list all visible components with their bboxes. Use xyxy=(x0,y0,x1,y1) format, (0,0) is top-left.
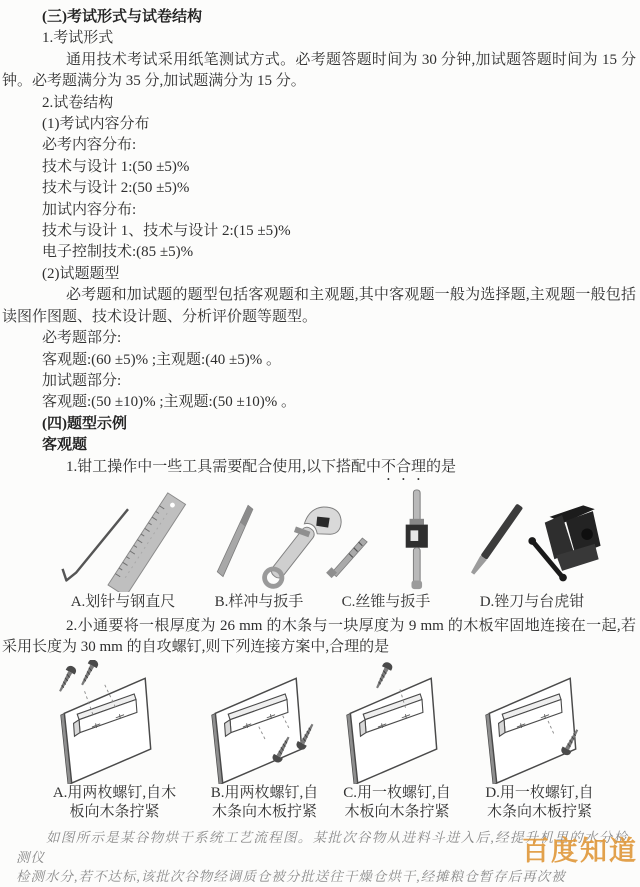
sub-1-heading: (1)考试内容分布 xyxy=(42,116,150,133)
q2-option-d-line2: 木条向木板拧紧 xyxy=(486,804,592,821)
baidu-zhidao-watermark: 百度知道 xyxy=(522,836,638,866)
q2-option-c-label xyxy=(332,784,462,822)
question-types-paragraph: 必考题和加试题的题型包括客观题和主观题,其中客观题一般为选择题,主观题一般包括读图作图题、技术设计题、分析评价题等题型。 xyxy=(2,287,636,325)
one-screw-from-board-diagram xyxy=(332,660,470,784)
q3-partial-line-2: 检测水分,若不达标,该批次谷物经调质仓被分批送往干燥仓烘干,经摊粮仓暂存后再次被 xyxy=(16,869,566,885)
sub-2-heading: (2)试题题型 xyxy=(42,265,120,282)
scriber-and-steel-ruler-image xyxy=(51,488,195,592)
q2-option-b-line2: 木条向木板拧紧 xyxy=(211,804,317,821)
exam-format-paragraph: 通用技术考试采用纸笔测试方式。必考题答题时间为 30 分钟,加试题答题时间为 15 分钟。必考题满分为 35 分,加试题满分为 15 分。 xyxy=(2,51,636,90)
q1-option-d-label: D.锉刀与台虎钳 xyxy=(479,593,585,610)
q2-option-c-line1: C.用一枚螺钉,自 xyxy=(343,785,451,802)
q1-option-a-label: A.划针与钢直尺 xyxy=(70,593,176,610)
q1-option-c-label: C.丝锥与扳手 xyxy=(341,593,431,610)
addtest-dist-label: 加试内容分布: xyxy=(42,201,137,218)
q2-option-b-label xyxy=(197,784,332,822)
section-4-heading: (四)题型示例 xyxy=(42,415,127,432)
two-screws-from-board-diagram xyxy=(46,660,184,784)
q2-option-c xyxy=(332,660,462,822)
q2-option-c-line2: 木板向木条拧紧 xyxy=(344,804,450,821)
addtest-dist-line-2: 电子控制技术:(85 ±5)% xyxy=(42,244,194,261)
q2-option-a-line2: 板向木条拧紧 xyxy=(69,804,160,821)
question-2-stem: 2.小通要将一根厚度为 26 mm 的木条与一块厚度为 9 mm 的木板牢固地连接在一起,若采用长度为 30 mm 的自攻螺钉,则下列连接方案中,合理的是 xyxy=(2,617,636,655)
q2-options-row xyxy=(2,660,638,822)
q1-options-row xyxy=(2,488,638,612)
q1-option-c xyxy=(320,488,452,612)
q2-option-a xyxy=(32,660,197,822)
q1-option-b xyxy=(198,488,320,612)
q1-emphasized-text: 不合理 xyxy=(381,458,427,475)
item-1-heading: 1.考试形式 xyxy=(42,30,114,47)
question-1-stem xyxy=(2,457,638,484)
two-screws-from-strip-diagram xyxy=(197,660,335,784)
q2-option-d-line1: D.用一枚螺钉,自 xyxy=(485,785,594,802)
required-part-value: 客观题:(60 ±5)% ;主观题:(40 ±5)% 。 xyxy=(42,351,281,368)
q2-option-b-line1: B.用两枚螺钉,自 xyxy=(210,785,319,802)
q2-option-a-line1: A.用两枚螺钉,自木 xyxy=(52,785,177,802)
q1-option-a xyxy=(48,488,198,612)
q1-option-d xyxy=(452,488,612,612)
addtest-part-value: 客观题:(50 ±10)% ;主观题:(50 ±10)% 。 xyxy=(42,394,296,411)
addtest-part-label: 加试题部分: xyxy=(42,372,122,389)
required-dist-line-1: 技术与设计 1:(50 ±5)% xyxy=(42,158,190,175)
q1-option-b-label: B.样冲与扳手 xyxy=(214,593,304,610)
addtest-dist-line-1: 技术与设计 1、技术与设计 2:(15 ±5)% xyxy=(42,223,291,240)
required-dist-line-2: 技术与设计 2:(50 ±5)% xyxy=(42,180,190,197)
required-dist-label: 必考内容分布: xyxy=(42,137,137,154)
q2-option-a-label xyxy=(32,784,197,822)
q3-partial-line-1: 如图所示是某谷物烘干系统工艺流程图。某批次谷物从进料斗进入后,经提升机里的水分检测仪 xyxy=(16,830,628,865)
tap-and-tap-wrench-image xyxy=(320,488,464,592)
q1-text-after: 的是 xyxy=(426,458,457,475)
objective-questions-heading: 客观题 xyxy=(42,437,88,454)
required-part-label: 必考题部分: xyxy=(42,330,122,347)
q1-text-before: 1.钳工操作中一些工具需要配合使用,以下搭配中 xyxy=(66,458,382,475)
q2-option-d xyxy=(462,660,617,822)
q2-option-d-label xyxy=(462,784,617,822)
section-3-heading: (三)考试形式与试卷结构 xyxy=(42,9,202,25)
q2-option-b xyxy=(197,660,332,822)
one-screw-from-strip-diagram xyxy=(471,660,609,784)
item-2-heading: 2.试卷结构 xyxy=(42,94,114,111)
file-and-bench-vise-image xyxy=(460,488,604,592)
